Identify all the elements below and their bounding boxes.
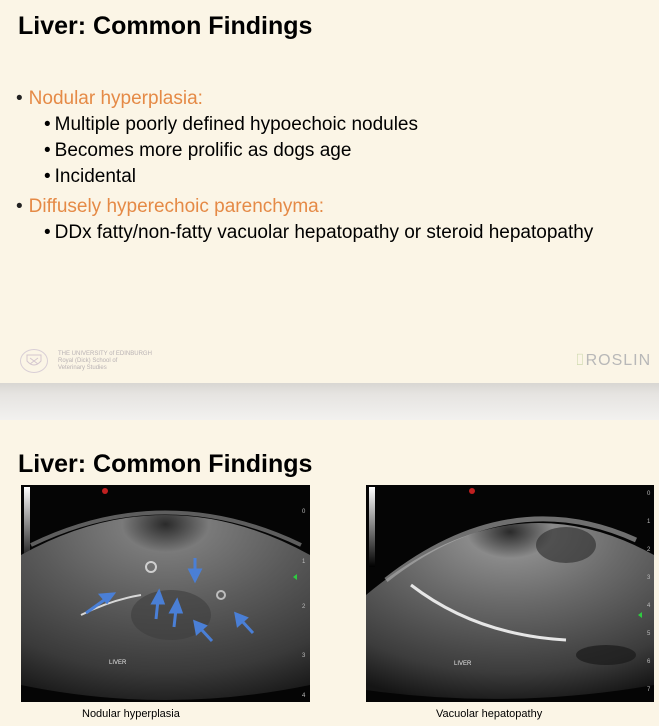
depth-mark: 2 — [302, 604, 306, 610]
roslin-mark-icon: ⌷ — [575, 352, 586, 369]
depth-mark: 3 — [647, 575, 651, 581]
slide-separator — [0, 383, 659, 420]
depth-mark: 5 — [647, 631, 651, 637]
footer-institution — [20, 349, 152, 373]
depth-mark: 3 — [302, 653, 306, 659]
bullet-item: • Becomes more prolific as dogs age — [44, 140, 352, 161]
image-caption: Vacuolar hepatopathy — [436, 708, 543, 720]
roslin-logo: ⌷ROSLIN — [575, 352, 652, 369]
slide-title: Liver: Common Findings — [18, 450, 313, 478]
ultrasound-image-nodular — [21, 485, 310, 702]
depth-mark: 0 — [302, 509, 306, 515]
ultrasound-image-vacuolar — [366, 485, 654, 702]
image-label: LIVER — [454, 661, 472, 667]
slide-2 — [0, 420, 659, 726]
slide-title: Liver: Common Findings — [18, 12, 313, 40]
institution-name: THE UNIVERSITY of EDINBURGH Royal (Dick) School of Veterinary Studies — [58, 350, 152, 371]
depth-mark: 6 — [647, 659, 651, 665]
university-crest-icon — [20, 349, 48, 373]
bullet-item: • DDx fatty/non-fatty vacuolar hepatopathy or steroid hepatopathy — [44, 222, 594, 243]
depth-mark: 2 — [647, 547, 651, 553]
depth-mark: 1 — [302, 559, 306, 565]
image-caption: Nodular hyperplasia — [82, 708, 180, 720]
bullet-item: • Multiple poorly defined hypoechoic nodules — [44, 114, 419, 135]
bullet-item: • Incidental — [44, 166, 136, 187]
depth-mark: 7 — [647, 687, 651, 693]
image-label: LIVER — [109, 660, 127, 666]
bullet-heading: • Nodular hyperplasia: — [16, 88, 203, 109]
bullet-heading: • Diffusely hyperechoic parenchyma: — [16, 196, 325, 217]
depth-mark: 4 — [302, 693, 306, 699]
depth-mark: 0 — [647, 491, 651, 497]
depth-mark: 1 — [647, 519, 651, 525]
bullet-list — [16, 86, 593, 246]
depth-mark: 4 — [647, 603, 651, 609]
